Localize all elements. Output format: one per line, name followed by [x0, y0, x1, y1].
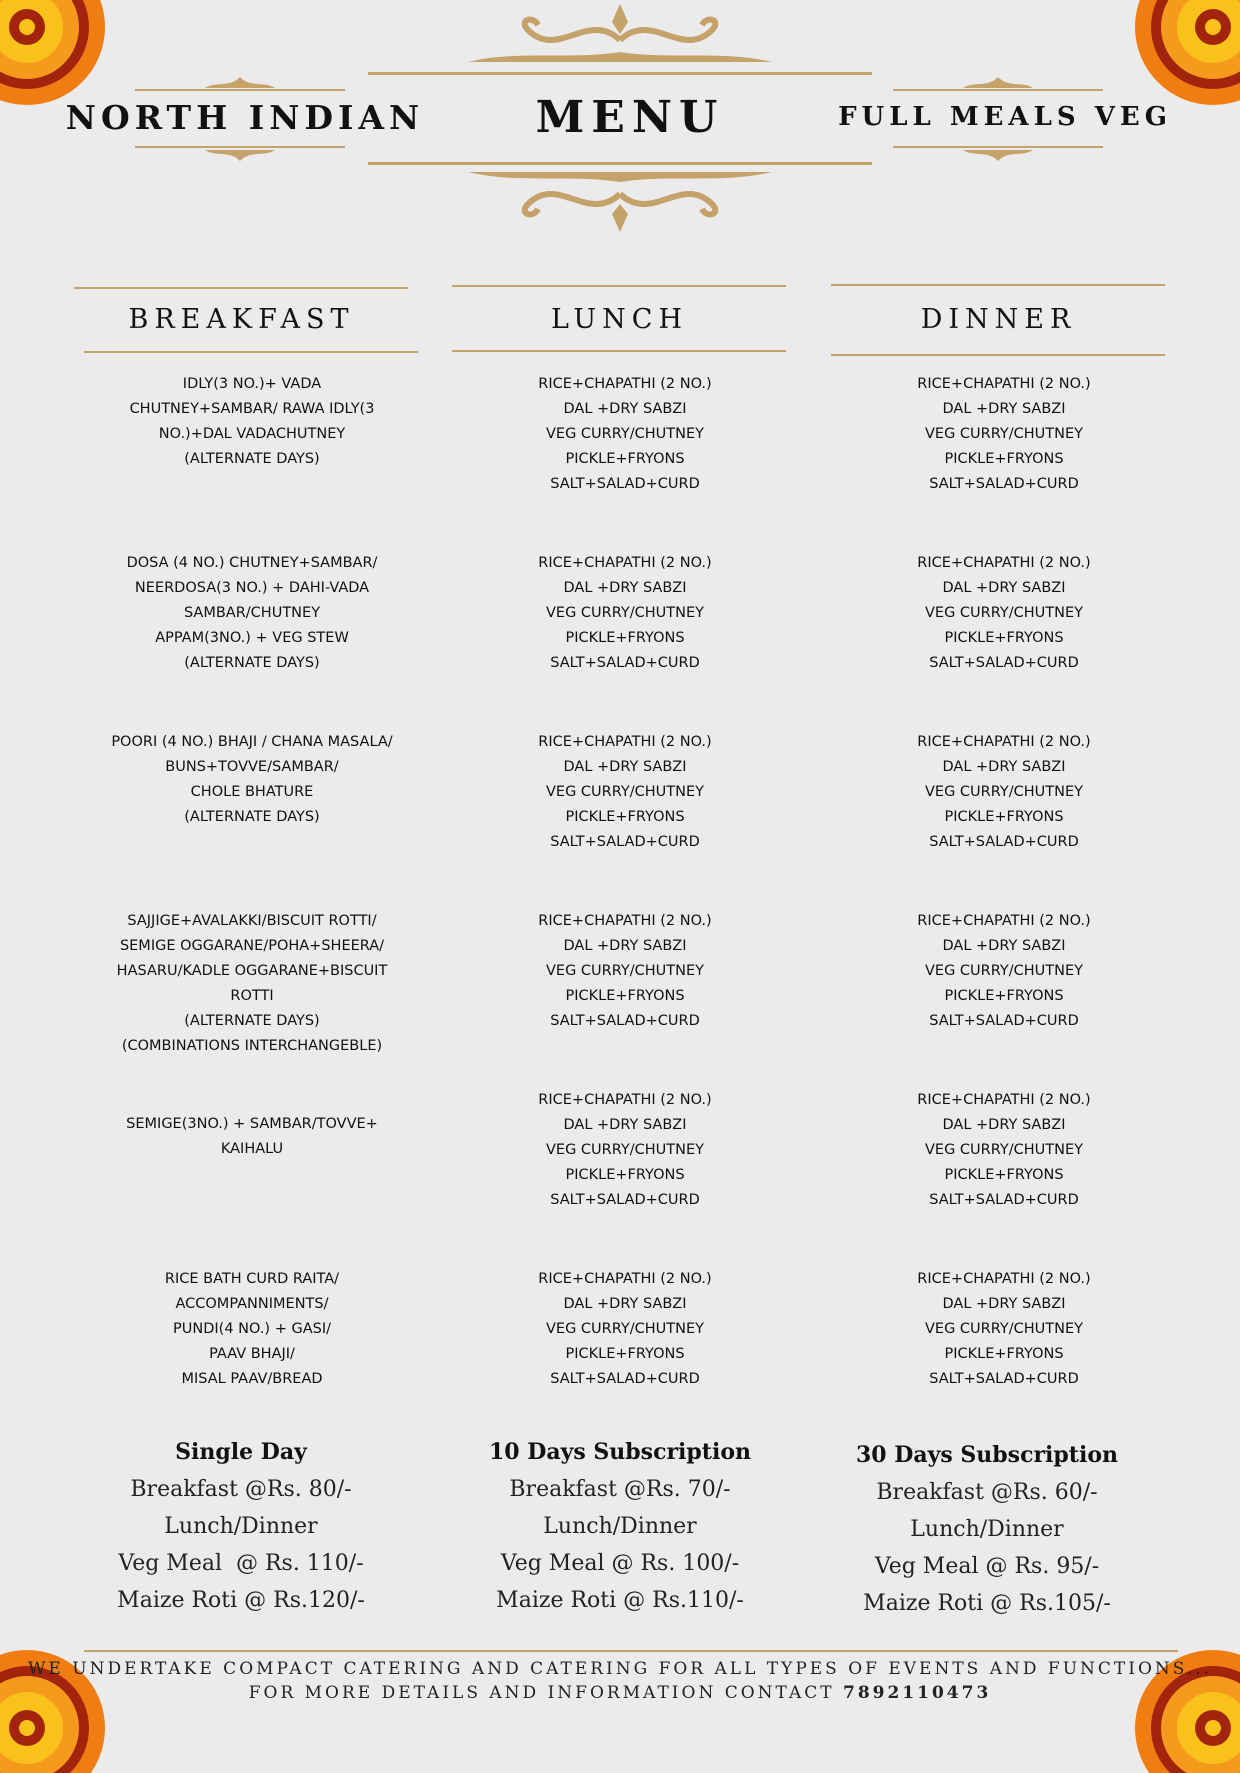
- breakfast-item: SAJJIGE+AVALAKKI/BISCUIT ROTTI/ SEMIGE OGGARANE/POHA+SHEERA/ HASARU/KADLE OGGARANE+BISCUIT ROTTI (ALTERNATE DAYS) (COMBINATIONS INTERCHANGEBLE): [116, 913, 388, 1054]
- ornament-left-bottom-icon: [135, 144, 345, 162]
- lunch-item: RICE+CHAPATHI (2 NO.) DAL +DRY SABZI VEG CURRY/CHUTNEY PICKLE+FRYONS SALT+SALAD+CURD: [538, 913, 712, 1029]
- breakfast-item: DOSA (4 NO.) CHUTNEY+SAMBAR/ NEERDOSA(3 NO.) + DAHI-VADA SAMBAR/CHUTNEY APPAM(3NO.) + VEG STEW (ALTERNATE DAYS): [126, 555, 378, 671]
- ornament-right-bottom-icon: [893, 144, 1103, 162]
- pricing-line: Maize Roti @ Rs.105/-: [863, 1591, 1111, 1616]
- footer-rule: [84, 1650, 1178, 1652]
- breakfast-item: RICE BATH CURD RAITA/ ACCOMPANNIMENTS/ PUNDI(4 NO.) + GASI/ PAAV BHAJI/ MISAL PAAV/BREAD: [164, 1271, 340, 1387]
- lunch-item: RICE+CHAPATHI (2 NO.) DAL +DRY SABZI VEG CURRY/CHUTNEY PICKLE+FRYONS SALT+SALAD+CURD: [538, 376, 712, 492]
- pricing-line: Veg Meal @ Rs. 110/-: [118, 1551, 364, 1576]
- pricing-heading: 10 Days Subscription: [488, 1439, 751, 1465]
- dinner-item: RICE+CHAPATHI (2 NO.) DAL +DRY SABZI VEG CURRY/CHUTNEY PICKLE+FRYONS SALT+SALAD+CURD: [917, 555, 1091, 671]
- breakfast-rule-top: [74, 287, 408, 289]
- breakfast-item: SEMIGE(3NO.) + SAMBAR/TOVVE+ KAIHALU: [126, 1116, 378, 1157]
- pricing-line: Breakfast @Rs. 60/-: [876, 1480, 1098, 1505]
- dinner-item: RICE+CHAPATHI (2 NO.) DAL +DRY SABZI VEG CURRY/CHUTNEY PICKLE+FRYONS SALT+SALAD+CURD: [917, 734, 1091, 850]
- pricing-line: Maize Roti @ Rs.110/-: [496, 1588, 744, 1613]
- pricing-10-days: [440, 1434, 800, 1619]
- dinner-item: RICE+CHAPATHI (2 NO.) DAL +DRY SABZI VEG CURRY/CHUTNEY PICKLE+FRYONS SALT+SALAD+CURD: [917, 913, 1091, 1029]
- pricing-line: Lunch/Dinner: [543, 1514, 697, 1539]
- header-north-indian: NORTH INDIAN: [65, 98, 425, 137]
- header-menu-title: MENU: [535, 92, 725, 143]
- ornament-bottom-divider-icon: [368, 160, 872, 235]
- contact-phone: 7892110473: [842, 1683, 992, 1703]
- pricing-heading: 30 Days Subscription: [855, 1442, 1118, 1468]
- dinner-heading: DINNER: [920, 304, 1077, 335]
- footer-contact-line: [0, 1683, 1240, 1703]
- pricing-line: Breakfast @Rs. 70/-: [509, 1477, 731, 1502]
- lunch-item: RICE+CHAPATHI (2 NO.) DAL +DRY SABZI VEG CURRY/CHUTNEY PICKLE+FRYONS SALT+SALAD+CURD: [538, 734, 712, 850]
- lunch-rule-top: [452, 285, 786, 287]
- dinner-item: RICE+CHAPATHI (2 NO.) DAL +DRY SABZI VEG CURRY/CHUTNEY PICKLE+FRYONS SALT+SALAD+CURD: [917, 1092, 1091, 1208]
- ornament-right-top-icon: [893, 76, 1103, 94]
- pricing-line: Lunch/Dinner: [910, 1517, 1064, 1542]
- footer-catering-line: WE UNDERTAKE COMPACT CATERING AND CATERING FOR ALL TYPES OF EVENTS AND FUNCTIONS...: [27, 1659, 1213, 1679]
- pricing-line: Breakfast @Rs. 80/-: [130, 1477, 352, 1502]
- pricing-line: Maize Roti @ Rs.120/-: [117, 1588, 365, 1613]
- lunch-item: RICE+CHAPATHI (2 NO.) DAL +DRY SABZI VEG CURRY/CHUTNEY PICKLE+FRYONS SALT+SALAD+CURD: [538, 1271, 712, 1387]
- lunch-heading: LUNCH: [550, 304, 689, 335]
- ornament-left-top-icon: [135, 76, 345, 94]
- dinner-rule-bottom: [831, 354, 1165, 356]
- ornament-top-divider-icon: [368, 0, 872, 80]
- breakfast-heading: BREAKFAST: [128, 304, 355, 335]
- pricing-line: Veg Meal @ Rs. 95/-: [874, 1554, 1100, 1579]
- dinner-rule-top: [831, 284, 1165, 286]
- footer-contact-text: FOR MORE DETAILS AND INFORMATION CONTACT: [248, 1683, 843, 1703]
- pricing-single-day: [61, 1434, 421, 1619]
- pricing-line: Veg Meal @ Rs. 100/-: [500, 1551, 740, 1576]
- lunch-item: RICE+CHAPATHI (2 NO.) DAL +DRY SABZI VEG CURRY/CHUTNEY PICKLE+FRYONS SALT+SALAD+CURD: [538, 1092, 712, 1208]
- pricing-heading: Single Day: [175, 1439, 307, 1465]
- breakfast-item: POORI (4 NO.) BHAJI / CHANA MASALA/ BUNS+TOVVE/SAMBAR/ CHOLE BHATURE (ALTERNATE DAYS): [111, 734, 393, 825]
- lunch-item: RICE+CHAPATHI (2 NO.) DAL +DRY SABZI VEG CURRY/CHUTNEY PICKLE+FRYONS SALT+SALAD+CURD: [538, 555, 712, 671]
- breakfast-item: IDLY(3 NO.)+ VADA CHUTNEY+SAMBAR/ RAWA IDLY(3 NO.)+DAL VADACHUTNEY (ALTERNATE DAYS): [129, 376, 375, 467]
- dinner-item: RICE+CHAPATHI (2 NO.) DAL +DRY SABZI VEG CURRY/CHUTNEY PICKLE+FRYONS SALT+SALAD+CURD: [917, 1271, 1091, 1387]
- flower-corner-bottom-right-icon: [1118, 1633, 1240, 1773]
- pricing-line: Lunch/Dinner: [164, 1514, 318, 1539]
- dinner-item: RICE+CHAPATHI (2 NO.) DAL +DRY SABZI VEG CURRY/CHUTNEY PICKLE+FRYONS SALT+SALAD+CURD: [917, 376, 1091, 492]
- pricing-30-days: [807, 1437, 1167, 1622]
- lunch-rule-bottom: [452, 350, 786, 352]
- breakfast-rule-bottom: [84, 351, 418, 353]
- flower-corner-bottom-left-icon: [0, 1633, 122, 1773]
- header-full-meals-veg: FULL MEALS VEG: [838, 102, 1172, 132]
